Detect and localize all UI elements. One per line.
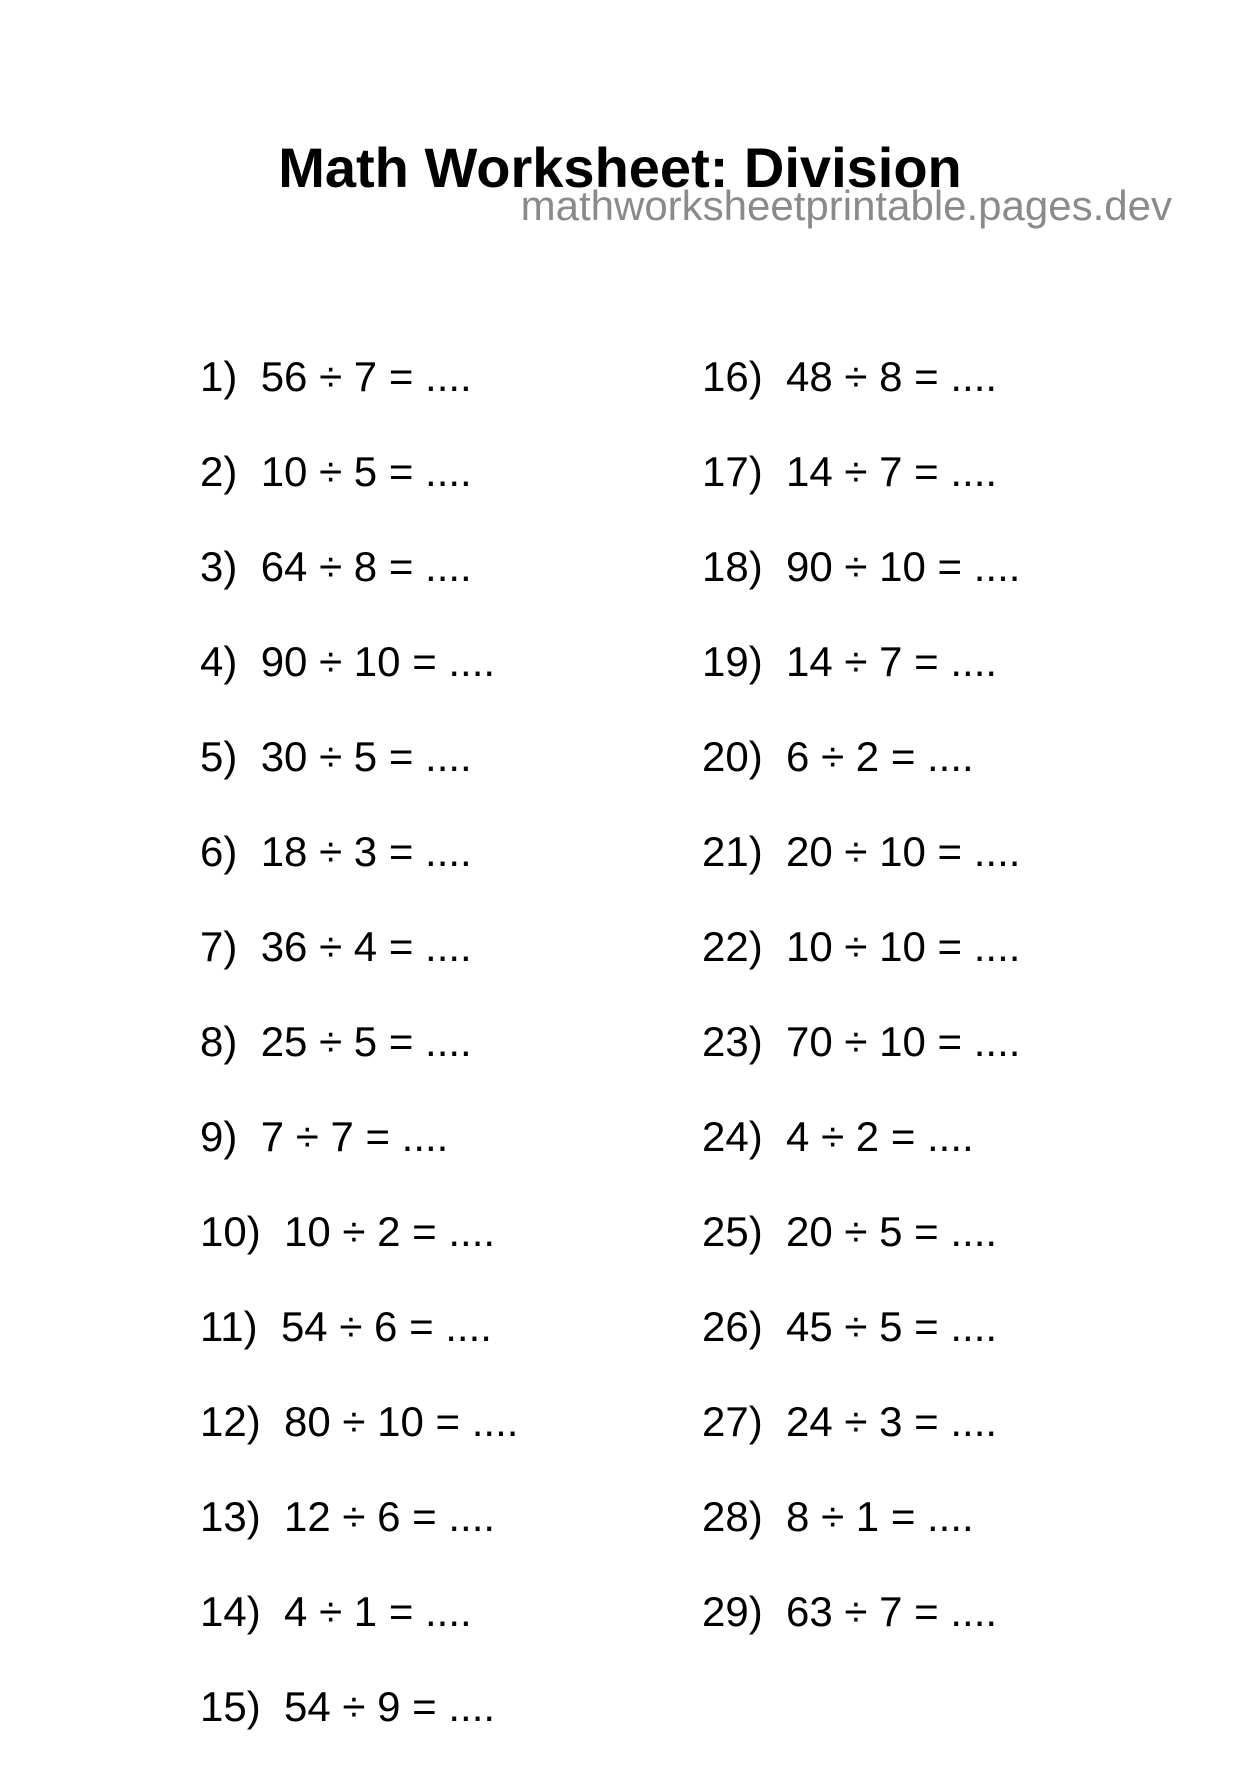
problem-item (702, 638, 1020, 733)
problem-number: 22) (702, 923, 763, 970)
problem-number: 16) (702, 353, 763, 400)
problem-expression: 45 ÷ 5 = .... (786, 1303, 998, 1350)
problem-number: 15) (200, 1683, 261, 1730)
problem-number: 7) (200, 923, 238, 970)
problem-item (702, 448, 1020, 543)
problem-number: 5) (200, 733, 238, 780)
problem-expression: 48 ÷ 8 = .... (786, 353, 998, 400)
problem-expression: 7 ÷ 7 = .... (260, 1113, 449, 1160)
problem-expression: 64 ÷ 8 = .... (260, 543, 472, 590)
problem-number: 4) (200, 638, 238, 685)
problem-number: 21) (702, 828, 763, 875)
problem-item (702, 828, 1020, 923)
problem-expression: 80 ÷ 10 = .... (284, 1398, 519, 1445)
problem-item (702, 1303, 1020, 1398)
problem-item (702, 1588, 1020, 1683)
worksheet-title: Math Worksheet: Division (278, 135, 962, 199)
problem-expression: 54 ÷ 9 = .... (284, 1683, 496, 1730)
problem-item (200, 923, 518, 1018)
problem-number: 11) (200, 1303, 258, 1350)
problem-number: 9) (200, 1113, 238, 1160)
problem-item (200, 638, 518, 733)
problem-expression: 12 ÷ 6 = .... (284, 1493, 496, 1540)
problem-item (200, 543, 518, 638)
problem-expression: 10 ÷ 2 = .... (284, 1208, 496, 1255)
problem-expression: 14 ÷ 7 = .... (786, 448, 998, 495)
problem-expression: 14 ÷ 7 = .... (786, 638, 998, 685)
problem-number: 6) (200, 828, 238, 875)
problem-expression: 54 ÷ 6 = .... (280, 1303, 492, 1350)
worksheet-source: mathworksheetprintable.pages.dev (520, 182, 1172, 229)
problem-number: 23) (702, 1018, 763, 1065)
problem-item (702, 1113, 1020, 1208)
problem-item (200, 448, 518, 543)
problem-number: 24) (702, 1113, 763, 1160)
problem-item (200, 1018, 518, 1113)
problem-expression: 4 ÷ 1 = .... (284, 1588, 472, 1635)
problem-number: 17) (702, 448, 763, 495)
problem-number: 3) (200, 543, 238, 590)
problem-expression: 20 ÷ 5 = .... (786, 1208, 998, 1255)
problem-expression: 90 ÷ 10 = .... (260, 638, 496, 685)
problem-expression: 18 ÷ 3 = .... (260, 828, 472, 875)
problem-expression: 25 ÷ 5 = .... (260, 1018, 472, 1065)
problem-expression: 90 ÷ 10 = .... (786, 543, 1021, 590)
problem-number: 14) (200, 1588, 261, 1635)
problem-expression: 70 ÷ 10 = .... (786, 1018, 1021, 1065)
problem-number: 8) (200, 1018, 238, 1065)
problem-expression: 20 ÷ 10 = .... (786, 828, 1021, 875)
problem-number: 20) (702, 733, 763, 780)
problem-expression: 4 ÷ 2 = .... (786, 1113, 974, 1160)
problem-item (702, 923, 1020, 1018)
problem-expression: 8 ÷ 1 = .... (786, 1493, 974, 1540)
problem-number: 29) (702, 1588, 763, 1635)
problem-number: 19) (702, 638, 763, 685)
problem-item (702, 1018, 1020, 1113)
problem-number: 13) (200, 1493, 261, 1540)
problem-item (702, 733, 1020, 828)
problem-item (702, 1398, 1020, 1493)
problem-number: 25) (702, 1208, 763, 1255)
problem-item (200, 733, 518, 828)
problem-item (200, 1493, 518, 1588)
problem-item (200, 1588, 518, 1683)
problem-number: 12) (200, 1398, 261, 1445)
problem-expression: 10 ÷ 5 = .... (260, 448, 472, 495)
problem-item (200, 828, 518, 923)
problem-expression: 36 ÷ 4 = .... (260, 923, 472, 970)
problem-number: 1) (200, 353, 238, 400)
problem-item (702, 1208, 1020, 1303)
problem-expression: 10 ÷ 10 = .... (786, 923, 1021, 970)
problem-number: 27) (702, 1398, 763, 1445)
problem-item (702, 353, 1020, 448)
problem-column-left (200, 353, 518, 1778)
problem-item (200, 353, 518, 448)
problem-item (702, 1493, 1020, 1588)
problem-number: 10) (200, 1208, 261, 1255)
problem-expression: 6 ÷ 2 = .... (786, 733, 974, 780)
problem-item (200, 1303, 518, 1398)
problem-column-right (702, 353, 1020, 1683)
problem-item (200, 1683, 518, 1778)
problem-expression: 24 ÷ 3 = .... (786, 1398, 998, 1445)
problem-expression: 30 ÷ 5 = .... (260, 733, 472, 780)
problem-number: 26) (702, 1303, 763, 1350)
problem-item (702, 543, 1020, 638)
problem-number: 18) (702, 543, 763, 590)
problem-expression: 63 ÷ 7 = .... (786, 1588, 998, 1635)
problem-item (200, 1398, 518, 1493)
problem-item (200, 1113, 518, 1208)
problem-expression: 56 ÷ 7 = .... (260, 353, 472, 400)
problem-number: 2) (200, 448, 238, 495)
problem-item (200, 1208, 518, 1303)
problem-number: 28) (702, 1493, 763, 1540)
